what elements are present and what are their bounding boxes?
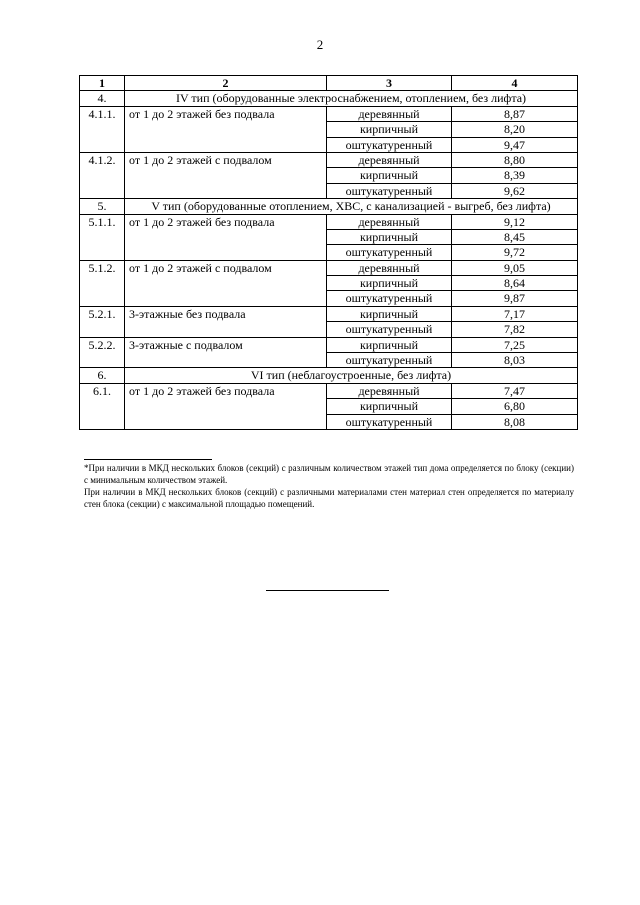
footnote-floors: *При наличии в МКД нескольких блоков (секций) с различным количеством этажей тип дома определяется по блоку (секции) с минимальным количеством этажей. (84, 463, 574, 485)
group-code: 6.1. (80, 383, 125, 429)
group-code: 4.1.2. (80, 152, 125, 198)
column-header-4: 4 (452, 76, 578, 91)
section-row (80, 199, 578, 214)
rate-value: 8,80 (452, 152, 578, 167)
rate-value: 8,03 (452, 353, 578, 368)
group-description: от 1 до 2 этажей с подвалом (125, 152, 327, 198)
wall-material: кирпичный (327, 122, 452, 137)
section-row (80, 368, 578, 383)
section-title: VI тип (неблагоустроенные, без лифта) (125, 368, 578, 383)
rates-table (79, 75, 578, 430)
table-row (80, 214, 578, 229)
rate-value: 8,64 (452, 276, 578, 291)
section-number: 4. (80, 91, 125, 106)
group-code: 5.1.2. (80, 260, 125, 306)
wall-material: оштукатуренный (327, 137, 452, 152)
wall-material: оштукатуренный (327, 245, 452, 260)
wall-material: кирпичный (327, 168, 452, 183)
group-code: 5.2.1. (80, 306, 125, 337)
wall-material: деревянный (327, 214, 452, 229)
wall-material: оштукатуренный (327, 353, 452, 368)
wall-material: деревянный (327, 152, 452, 167)
section-number: 5. (80, 199, 125, 214)
group-description: 3-этажные с подвалом (125, 337, 327, 368)
group-code: 5.2.2. (80, 337, 125, 368)
wall-material: деревянный (327, 106, 452, 121)
table-row (80, 306, 578, 321)
rate-value: 9,12 (452, 214, 578, 229)
rate-value: 7,82 (452, 322, 578, 337)
section-title: IV тип (оборудованные электроснабжением, отоплением, без лифта) (125, 91, 578, 106)
rates-table-body (80, 76, 578, 430)
wall-material: кирпичный (327, 337, 452, 352)
section-row (80, 91, 578, 106)
table-header-row (80, 76, 578, 91)
wall-material: кирпичный (327, 399, 452, 414)
rate-value: 8,39 (452, 168, 578, 183)
wall-material: кирпичный (327, 229, 452, 244)
rate-value: 9,87 (452, 291, 578, 306)
rate-value: 9,47 (452, 137, 578, 152)
page-number: 2 (316, 37, 324, 52)
wall-material: оштукатуренный (327, 414, 452, 429)
table-row (80, 106, 578, 121)
group-description: от 1 до 2 этажей без подвала (125, 106, 327, 152)
table-row (80, 260, 578, 275)
column-header-3: 3 (327, 76, 452, 91)
wall-material: деревянный (327, 260, 452, 275)
group-code: 5.1.1. (80, 214, 125, 260)
group-description: 3-этажные без подвала (125, 306, 327, 337)
section-number: 6. (80, 368, 125, 383)
group-description: от 1 до 2 этажей без подвала (125, 214, 327, 260)
end-divider (266, 590, 389, 591)
rate-value: 9,72 (452, 245, 578, 260)
rate-value: 9,62 (452, 183, 578, 198)
table-row (80, 383, 578, 398)
group-description: от 1 до 2 этажей без подвала (125, 383, 327, 429)
group-description: от 1 до 2 этажей с подвалом (125, 260, 327, 306)
rate-value: 8,87 (452, 106, 578, 121)
column-header-1: 1 (80, 76, 125, 91)
rate-value: 8,20 (452, 122, 578, 137)
rate-value: 9,05 (452, 260, 578, 275)
wall-material: оштукатуренный (327, 183, 452, 198)
wall-material: оштукатуренный (327, 291, 452, 306)
wall-material: кирпичный (327, 276, 452, 291)
table-row (80, 337, 578, 352)
wall-material: оштукатуренный (327, 322, 452, 337)
footnote-divider (84, 459, 212, 460)
column-header-2: 2 (125, 76, 327, 91)
footnotes (84, 462, 574, 510)
wall-material: деревянный (327, 383, 452, 398)
rate-value: 7,25 (452, 337, 578, 352)
group-code: 4.1.1. (80, 106, 125, 152)
rate-value: 7,47 (452, 383, 578, 398)
rate-value: 7,17 (452, 306, 578, 321)
rate-value: 8,08 (452, 414, 578, 429)
footnote-materials: При наличии в МКД нескольких блоков (секций) с различными материалами стен материал стен определяется по материалу стен блока (секции) с максимальной площадью помещений. (84, 487, 574, 509)
rate-value: 6,80 (452, 399, 578, 414)
table-row (80, 152, 578, 167)
section-title: V тип (оборудованные отоплением, ХВС, с канализацией - выгреб, без лифта) (125, 199, 578, 214)
wall-material: кирпичный (327, 306, 452, 321)
rate-value: 8,45 (452, 229, 578, 244)
